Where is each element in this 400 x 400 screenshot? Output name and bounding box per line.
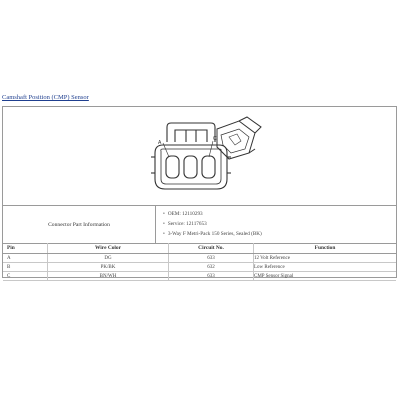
table-row <box>3 254 396 263</box>
part-info-oem: • OEM: 12110293 <box>163 209 262 219</box>
header-function: Function <box>254 243 397 254</box>
function-cell: Low Reference <box>254 263 397 272</box>
connector-part-info-row <box>3 206 396 244</box>
pin-cavity-c <box>202 156 215 178</box>
connector-drawing <box>3 107 396 205</box>
pin-cavity-a <box>166 156 179 178</box>
table-row <box>3 272 396 281</box>
wire-color-cell: BN/WH <box>48 272 169 281</box>
function-cell: 12 Volt Reference <box>254 254 397 263</box>
table-row <box>3 263 396 272</box>
connector-info-table <box>2 106 397 278</box>
connector-diagram <box>3 107 396 206</box>
pin-cell: A <box>3 254 48 263</box>
header-circuit: Circuit No. <box>169 243 254 254</box>
pin-cavity-b <box>184 156 197 178</box>
wire-color-cell: DG <box>48 254 169 263</box>
part-info-service: • Service: 12117653 <box>163 219 262 229</box>
circuit-cell: 633 <box>169 254 254 263</box>
label-c: C <box>213 136 217 142</box>
pin-cell: C <box>3 272 48 281</box>
page-title[interactable]: Camshaft Position (CMP) Sensor <box>2 94 89 101</box>
pin-table <box>3 243 396 281</box>
wire-color-cell: PK/BK <box>48 263 169 272</box>
part-info-description: • 3-Way F Metri-Pack 150 Series, Sealed (BK) <box>163 229 262 239</box>
pin-cell: B <box>3 263 48 272</box>
connector-part-info-label: Connector Part Information <box>3 206 156 243</box>
label-a: A <box>158 140 162 146</box>
header-pin: Pin <box>3 243 48 254</box>
pin-table-header <box>3 243 396 254</box>
circuit-cell: 632 <box>169 263 254 272</box>
connector-part-info-list <box>163 209 262 239</box>
connector-latch <box>167 123 215 142</box>
circuit-cell: 633 <box>169 272 254 281</box>
function-cell: CMP Sensor Signal <box>254 272 397 281</box>
header-wire-color: Wire Color <box>48 243 169 254</box>
